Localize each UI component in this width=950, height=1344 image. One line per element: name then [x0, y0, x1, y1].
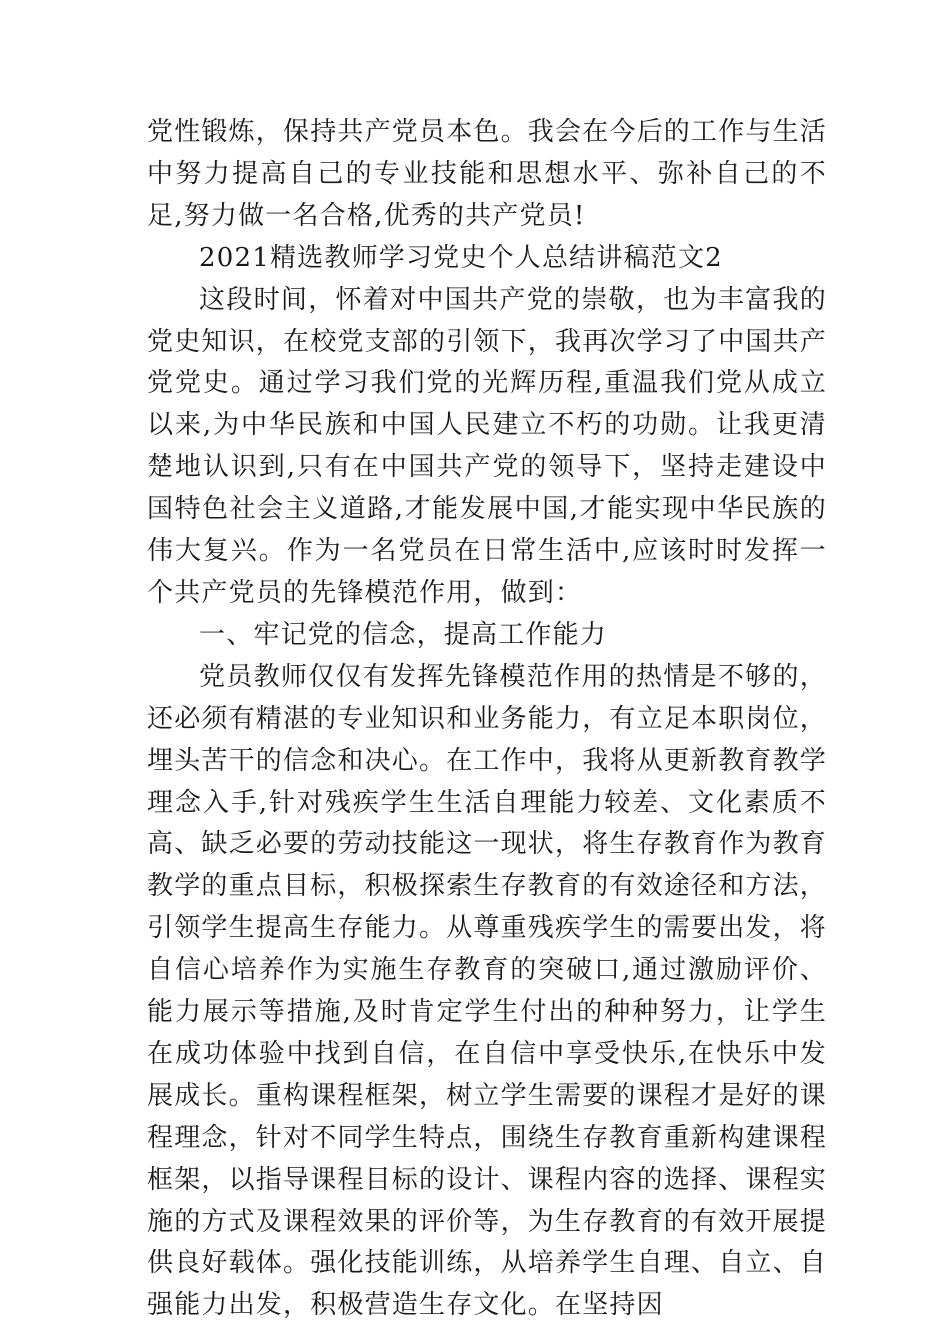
paragraph-continuation: 党性锻炼，保持共产党员本色。我会在今后的工作与生活中努力提高自己的专业技能和思想水平、弥补自己的不足,努力做一名合格,优秀的共产党员!: [147, 117, 828, 231]
subheading: 一、牢记党的信念，提高工作能力: [199, 619, 608, 650]
document-body: [147, 112, 827, 1327]
paragraph-intro: 这段时间，怀着对中国共产党的崇敬，也为丰富我的党史知识，在校党支部的引领下，我再次学习了中国共产党党史。通过学习我们党的光辉历程,重温我们党从成立以来,为中华民族和中国人民建立不朽的功勋。让我更清楚地认识到,只有在中国共产党的领导下，坚持走建设中国特色社会主义道路,才能发展中国,才能实现中华民族的伟大复兴。作为一名党员在日常生活中,应该时时发挥一个共产党员的先锋模范作用，做到：: [147, 284, 828, 608]
paragraph-body: 党员教师仅仅有发挥先锋模范作用的热情是不够的，还必须有精湛的专业知识和业务能力，有立足本职岗位，埋头苦干的信念和决心。在工作中，我将从更新教育教学理念入手,针对残疾学生生活自理能力较差、文化素质不高、缺乏必要的劳动技能这一现状，将生存教育作为教育教学的重点目标，积极探索生存教育的有效途径和方法，引领学生提高生存能力。从尊重残疾学生的需要出发，将自信心培养作为实施生存教育的突破口,通过激励评价、能力展示等措施,及时肯定学生付出的种种努力，让学生在成功体验中找到自信，在自信中享受快乐,在快乐中发展成长。重构课程框架，树立学生需要的课程才是好的课程理念，针对不同学生特点，围绕生存教育重新构建课程框架，以指导课程目标的设计、课程内容的选择、课程实施的方式及课程效果的评价等，为生存教育的有效开展提供良好载体。强化技能训练，从培养学生自理、自立、自强能力出发，积极营造生存文化。在坚持因: [147, 661, 828, 1321]
section-title: 2021精选教师学习党史个人总结讲稿范文2: [199, 242, 723, 273]
